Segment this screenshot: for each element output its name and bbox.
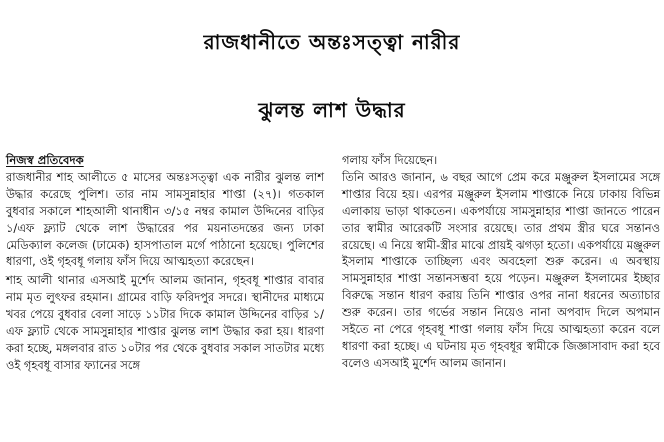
headline-line-1: রাজধানীতে অন্তঃসত্ত্বা নারীর — [203, 30, 461, 54]
article-column-left — [6, 152, 324, 374]
article-column-right — [342, 152, 660, 372]
article-paragraph: গলায় ফাঁস দিয়েছেন। — [342, 153, 438, 167]
article-paragraph: রাজধানীর শাহ আলীতে ৫ মাসের অন্তঃসত্ত্বা এক নারীর ঝুলন্ত লাশ উদ্ধার করেছে পুলিশ। তার নাম সামসুন্নাহার শাপ্তা (২৭)। গতকাল বুধবার সকালে শাহআলী থানাধীন ৩/১৫ নম্বর কামাল উদ্দিনের বাড়ির ১/এফ ফ্ল্যাট থেকে লাশ উদ্ধারের পর ময়নাতদন্তের জন্য ঢাকা মেডিক্যাল কলেজ (ঢামেক) হাসপাতাল মর্গে পাঠানো হয়েছে। পুলিশের ধারণা, ওই গৃহবধূ গলায় ফাঁস দিয়ে আত্মহত্যা করেছেন। — [6, 169, 324, 269]
article-paragraph: তিনি আরও জানান, ৬ বছর আগে প্রেম করে মঞ্জুরুল ইসলামের সঙ্গে শাপ্তার বিয়ে হয়। এরপর মঞ্জুরুল ইসলাম শাপ্তাকে নিয়ে ঢাকায় বিভিন্ন এলাকায় ভাড়া থাকতেন। একপর্যায়ে সামসুন্নাহার শাপ্তা জানতে পারেন তার স্বামীর আরেকটি সংসার রয়েছে। তার প্রথম স্ত্রীর ঘরে সন্তানও রয়েছে। এ নিয়ে স্বামী-স্ত্রীর মাঝে প্রায়ই ঝগড়া হতো। একপর্যায়ে মঞ্জুরুল ইসলাম শাপ্তাকে তাচ্ছিল্য এবং অবহেলা শুরু করেন। এ অবস্থায় সামসুন্নাহার শাপ্তা সন্তানসম্ভবা হয়ে পড়েন। মঞ্জুরুল ইসলামের ইচ্ছার বিরুদ্ধে সন্তান ধারণ করায় তিনি শাপ্তার ওপর নানা ধরনের অত্যাচার শুরু করেন। তার গর্ভের সন্তান নিয়েও নানা অপবাদ দিলে অপমান সইতে না পেরে গৃহবধূ শাপ্তা গলায় ফাঁস দিয়ে আত্মহত্যা করেন বলে ধারণা করা হচ্ছে। এ ঘটনায় মৃত গৃহবধূর স্বামীকে জিজ্ঞাসাবাদ করা হবে বলেও এসআই মুর্শেদ আলম জানান। — [342, 169, 660, 370]
headline-line-2: ঝুলন্ত লাশ উদ্ধার — [258, 98, 406, 122]
headline — [0, 0, 664, 148]
article-paragraph: শাহ আলী থানার এসআই মুর্শেদ আলম জানান, গৃহবধূ শাপ্তার বাবার নাম মৃত লুৎফর রহমান। গ্রামের বাড়ি ফরিদপুর সদরে। স্থানীদের মাধ্যমে খবর পেয়ে বুধবার বেলা সাড়ে ১১টার দিকে কামাল উদ্দিনের বাড়ির ১/এফ ফ্ল্যাট থেকে সামসুন্নাহার শাপ্তার ঝুলন্ত লাশ উদ্ধার করা হয়। ধারণা করা হচ্ছে, মঙ্গলবার রাত ১০টার পর থেকে বুধবার সকাল সাতটার মধ্যে ওই গৃহবধূ বাসার ফ্যানের সঙ্গে — [6, 273, 324, 372]
byline: নিজস্ব প্রতিবেদক — [6, 153, 84, 167]
